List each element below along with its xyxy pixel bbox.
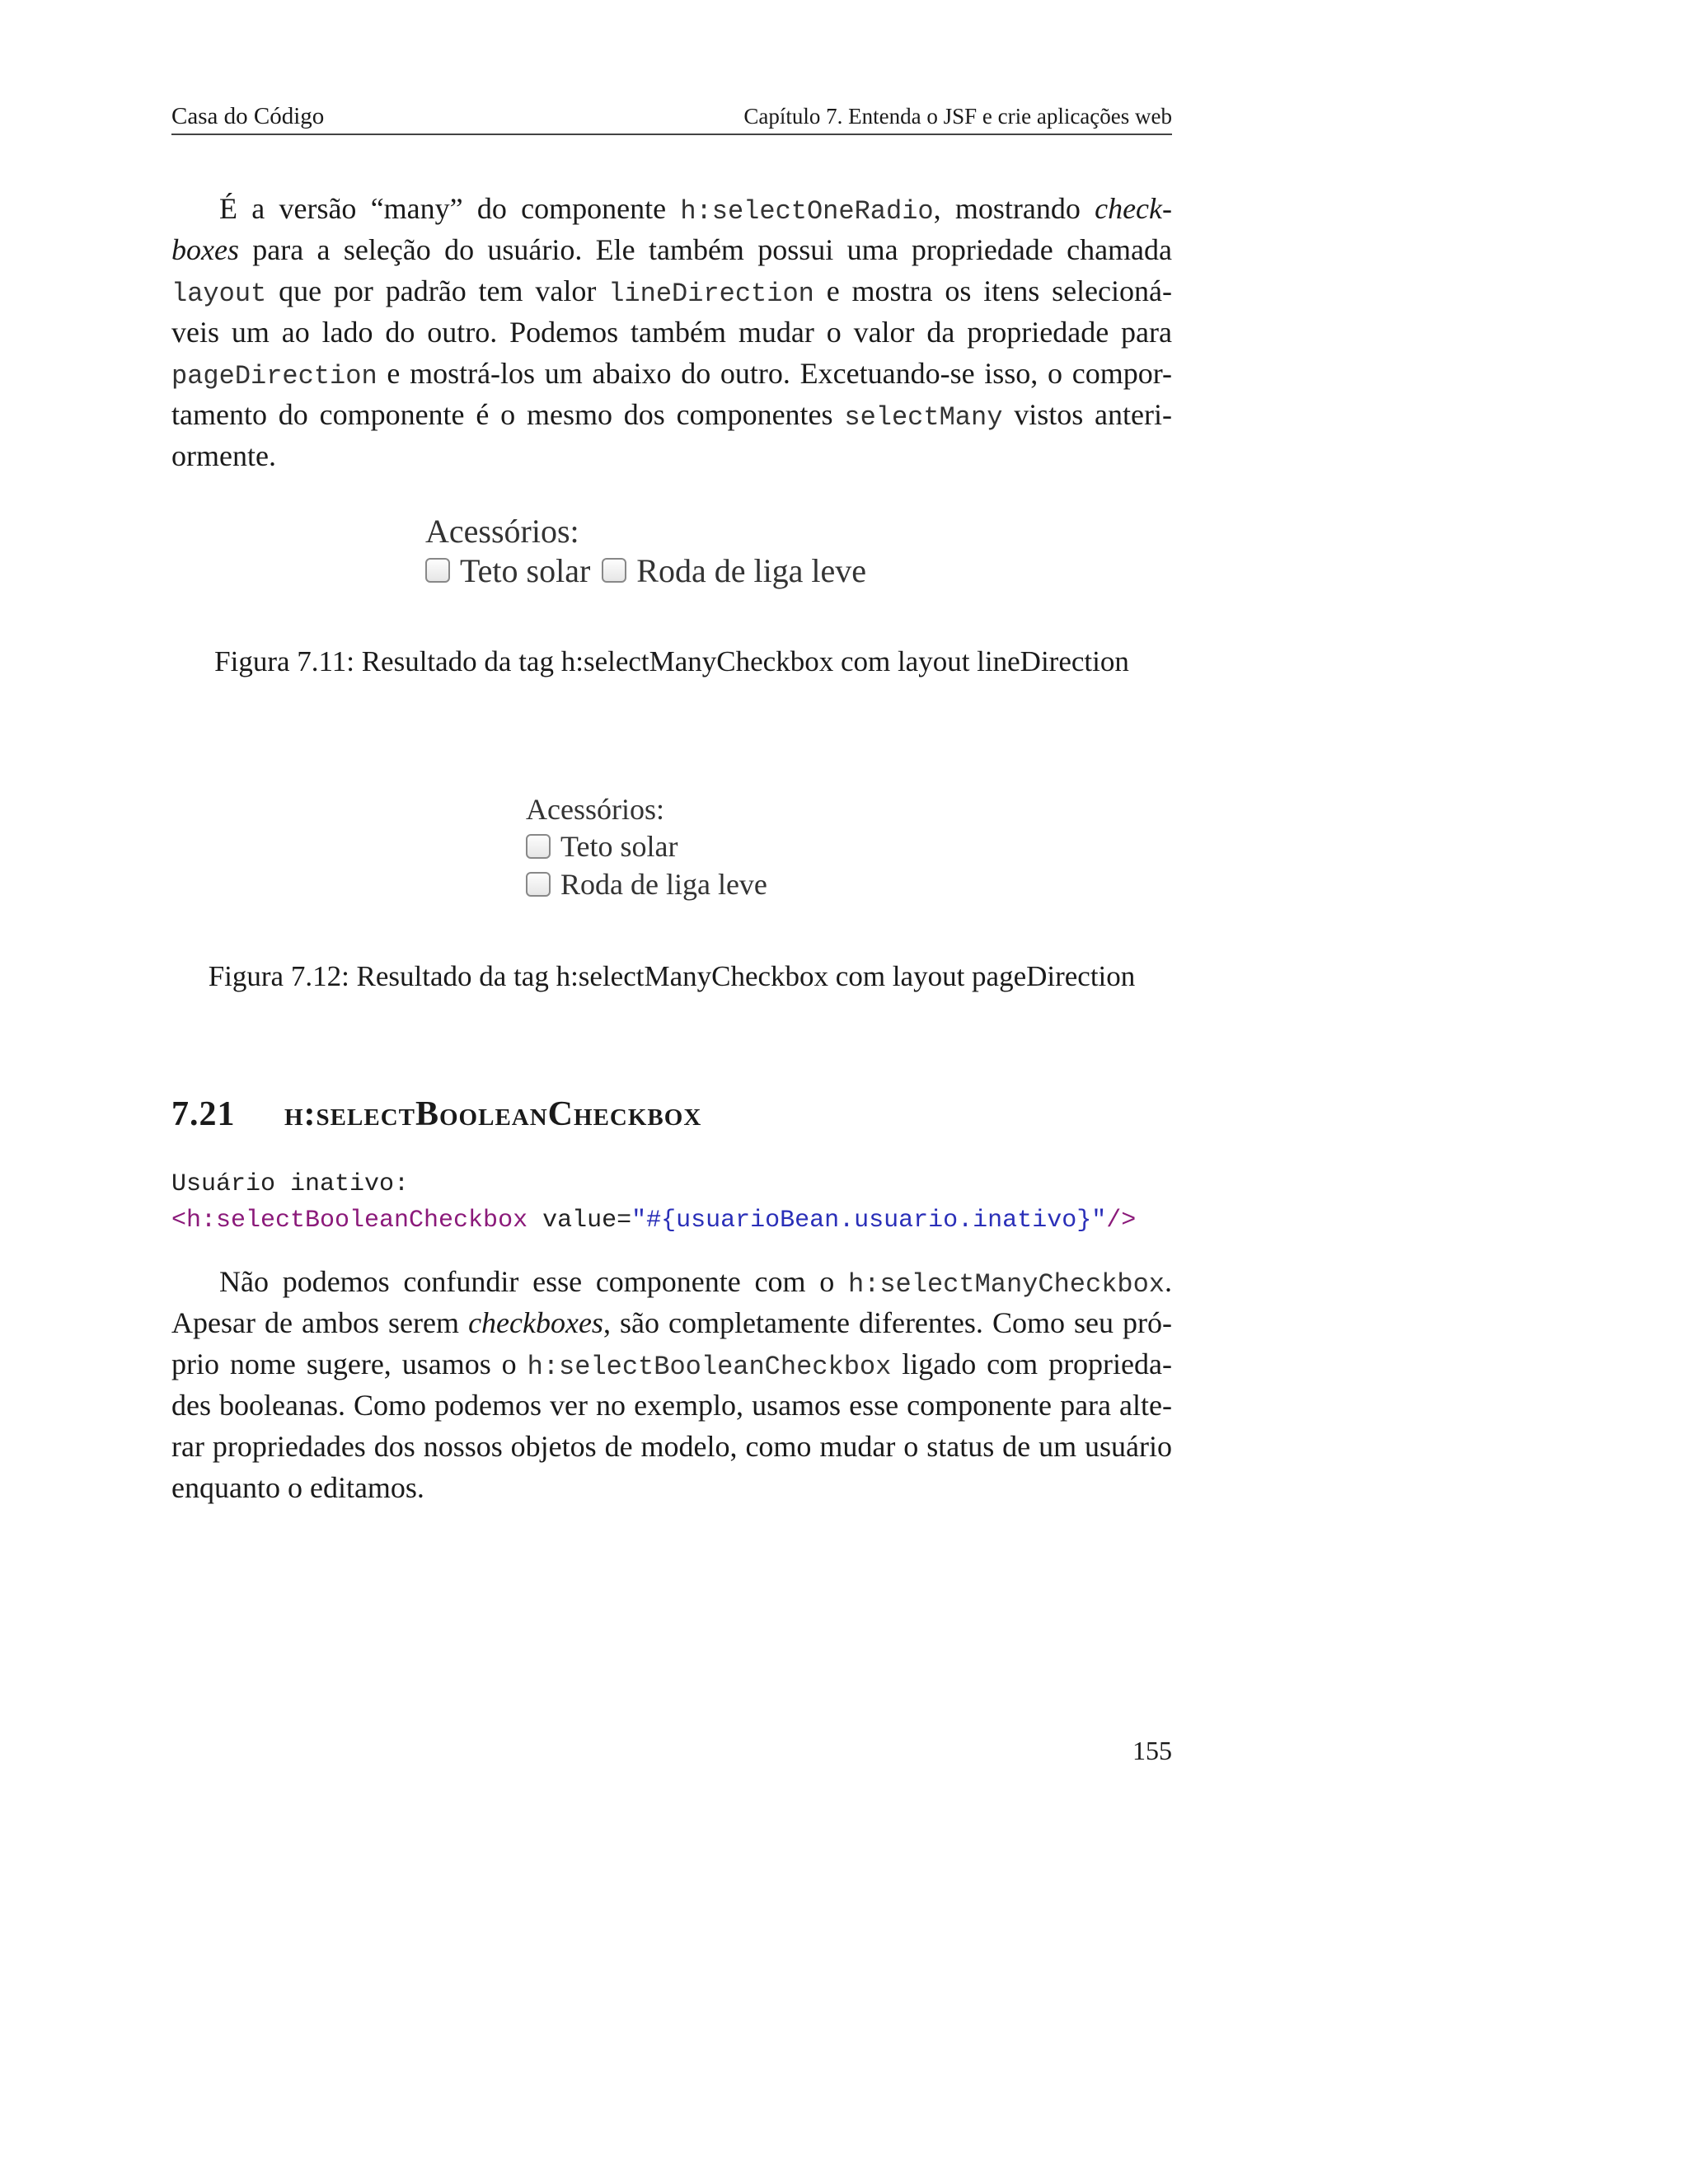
para2-line-1: Não podemos confundir esse componente com o h:selectManyCheckbox. — [219, 1265, 1172, 1300]
section-number: 7.21 — [171, 1095, 236, 1133]
fig2-option-teto-solar: Teto solar — [560, 830, 678, 863]
para1-line-2: boxes para a seleção do usuário. Ele também possui uma propriedade chamada — [171, 233, 1172, 266]
para1-line-5: pageDirection e mostrá-los um abaixo do outro. Excetuando-se isso, o compor- — [171, 357, 1172, 391]
paragraph-boolean-checkbox — [171, 1261, 1172, 1508]
code-line-1: Usuário inativo: — [171, 1170, 410, 1198]
figure-page-direction — [526, 791, 767, 903]
code-listing — [171, 1166, 1136, 1239]
para1-line-3: layout que por padrão tem valor lineDirection e mostra os itens selecioná- — [171, 274, 1172, 309]
fig2-option-roda-de-liga-leve: Roda de liga leve — [560, 868, 767, 901]
fig2-option-row-1 — [526, 827, 767, 865]
para2-line-2: Apesar de ambos serem checkboxes, são completamente diferentes. Como seu pró- — [171, 1306, 1173, 1339]
para2-line-3: prio nome sugere, usamos o h:selectBooleanCheckbox ligado com proprieda- — [171, 1347, 1172, 1382]
checkbox-icon[interactable] — [526, 872, 551, 897]
page-number: 155 — [1132, 1736, 1172, 1765]
fig1-options-row — [425, 551, 866, 590]
fig2-option-row-2 — [526, 865, 767, 903]
header-book-title: Casa do Código — [171, 103, 325, 129]
fig2-label: Acessórios: — [526, 793, 664, 826]
section-title-text: h:selectBooleanCheckbox — [284, 1095, 702, 1133]
section-heading — [171, 1094, 701, 1134]
fig1-label: Acessórios: — [425, 512, 579, 550]
figure-7-11-caption: Figura 7.11: Resultado da tag h:selectManyCheckbox com layout lineDirection — [214, 645, 1129, 677]
fig1-option-teto-solar: Teto solar — [460, 551, 591, 589]
header-chapter-title: Capítulo 7. Entenda o JSF e crie aplicações web — [743, 104, 1172, 129]
para2-line-5: rar propriedades dos nossos objetos de modelo, como mudar o status de um usuário — [171, 1430, 1172, 1463]
checkbox-icon[interactable] — [526, 834, 551, 859]
para1-line-6: tamento do componente é o mesmo dos componentes selectMany vistos anteri- — [171, 398, 1172, 433]
figure-7-12-caption: Figura 7.12: Resultado da tag h:selectManyCheckbox com layout pageDirection — [208, 960, 1136, 992]
para1-line-1: É a versão “many” do componente h:selectOneRadio, mostrando check- — [219, 192, 1172, 227]
figure-line-direction — [425, 511, 866, 590]
checkbox-icon[interactable] — [602, 558, 626, 583]
para2-line-6: enquanto o editamos. — [171, 1471, 424, 1504]
para2-line-4: des booleanas. Como podemos ver no exemplo, usamos esse componente para alte- — [171, 1389, 1172, 1422]
code-line-2: <h:selectBooleanCheckbox value="#{usuarioBean.usuario.inativo}"/> — [171, 1207, 1137, 1235]
para1-line-7: ormente. — [171, 439, 276, 472]
paragraph-intro — [171, 188, 1172, 476]
fig1-option-roda-de-liga-leve: Roda de liga leve — [636, 551, 867, 589]
running-header — [171, 99, 1172, 135]
checkbox-icon[interactable] — [425, 558, 450, 583]
para1-line-4: veis um ao lado do outro. Podemos também mudar o valor da propriedade para — [171, 316, 1172, 349]
